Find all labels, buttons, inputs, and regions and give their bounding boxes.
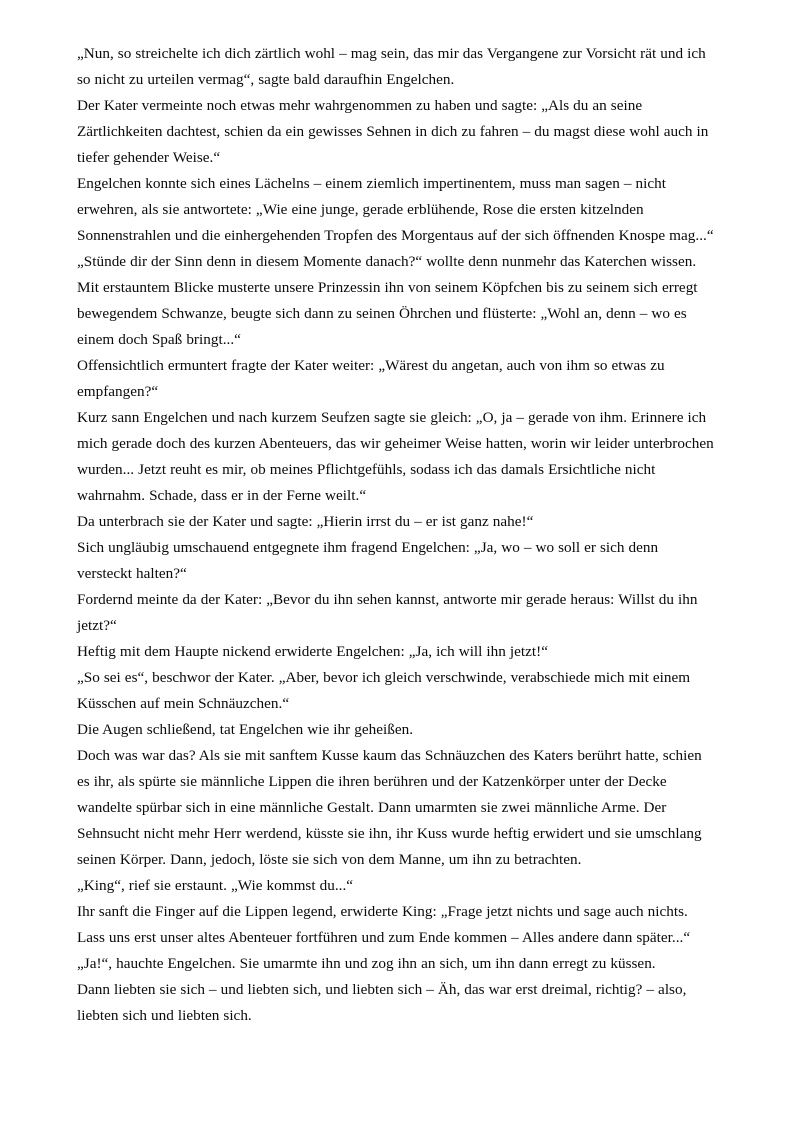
- paragraph: Der Kater vermeinte noch etwas mehr wahrgenommen zu haben und sagte: „Als du an seine Zärtlichkeiten dachtest, schien da ein gewisses Sehnen in dich zu fahren – du magst diese wohl auch in tiefer gehender Weise.“: [77, 97, 709, 166]
- paragraph: Die Augen schließend, tat Engelchen wie ihr geheißen.: [77, 721, 414, 738]
- paragraph: Mit erstauntem Blicke musterte unsere Prinzessin ihn von seinem Köpfchen bis zu seinem sich erregt bewegendem Schwanze, beugte sich dann zu seinen Öhrchen und flüsterte: „Wohl an, denn – wo es einem doch Spaß bringt...“: [77, 279, 698, 348]
- paragraph: Fordernd meinte da der Kater: „Bevor du ihn sehen kannst, antworte mir gerade heraus: Willst du ihn jetzt?“: [77, 591, 698, 634]
- paragraph: „Nun, so streichelte ich dich zärtlich wohl – mag sein, das mir das Vergangene zur Vorsicht rät und ich so nicht zu urteilen vermag“, sagte bald daraufhin Engelchen.: [77, 45, 706, 88]
- paragraph: „Stünde dir der Sinn denn in diesem Momente danach?“ wollte denn nunmehr das Katerchen wissen.: [77, 253, 697, 270]
- paragraph: Sich ungläubig umschauend entgegnete ihm fragend Engelchen: „Ja, wo – wo soll er sich denn versteckt halten?“: [77, 539, 659, 582]
- paragraph: Engelchen konnte sich eines Lächelns – einem ziemlich impertinentem, muss man sagen – nicht erwehren, als sie antwortete: „Wie eine junge, gerade erblühende, Rose die ersten kitzelnden Sonnenstrahlen und die einhergehenden Tropfen des Morgentaus auf der sich öffnenden Knospe mag...“: [77, 175, 714, 244]
- paragraph: Doch was war das? Als sie mit sanftem Kusse kaum das Schnäuzchen des Katers berührt hatte, schien es ihr, als spürte sie männliche Lippen die ihren berühren und der Katzenkörper unter der Decke wandelte spürbar sich in eine männliche Gestalt. Dann umarmten sie zwei männliche Arme. Der Sehnsucht nicht mehr Herr werdend, küsste sie ihn, ihr Kuss wurde heftig erwidert und sie umschlang seinen Körper. Dann, jedoch, löste sie sich von dem Manne, um ihn zu betrachten.: [77, 747, 702, 868]
- paragraph: Da unterbrach sie der Kater und sagte: „Hierin irrst du – er ist ganz nahe!“: [77, 513, 534, 530]
- paragraph: „Ja!“, hauchte Engelchen. Sie umarmte ihn und zog ihn an sich, um ihn dann erregt zu küssen.: [77, 955, 656, 972]
- paragraph: Dann liebten sie sich – und liebten sich, und liebten sich – Äh, das war erst dreimal, richtig? – also, liebten sich und liebten sich.: [77, 981, 687, 1024]
- paragraph: Offensichtlich ermuntert fragte der Kater weiter: „Wärest du angetan, auch von ihm so etwas zu empfangen?“: [77, 357, 665, 400]
- paragraph: Heftig mit dem Haupte nickend erwiderte Engelchen: „Ja, ich will ihn jetzt!“: [77, 643, 548, 660]
- paragraph: „King“, rief sie erstaunt. „Wie kommst du...“: [77, 877, 354, 894]
- body-text-column: [77, 41, 717, 1029]
- paragraph: Kurz sann Engelchen und nach kurzem Seufzen sagte sie gleich: „O, ja – gerade von ihm. Erinnere ich mich gerade doch des kurzen Abenteuers, das wir geheimer Weise hatten, worin wir leider unterbrochen wurden... Jetzt reuht es mir, ob meines Pflichtgefühls, sodass ich das damals Ersichtliche nicht wahrnahm. Schade, dass er in der Ferne weilt.“: [77, 409, 714, 504]
- paragraph: „So sei es“, beschwor der Kater. „Aber, bevor ich gleich verschwinde, verabschiede mich mit einem Küsschen auf mein Schnäuzchen.“: [77, 669, 691, 712]
- paragraph: Ihr sanft die Finger auf die Lippen legend, erwiderte King: „Frage jetzt nichts und sage auch nichts. Lass uns erst unser altes Abenteuer fortführen und zum Ende kommen – Alles andere dann später...“: [77, 903, 691, 946]
